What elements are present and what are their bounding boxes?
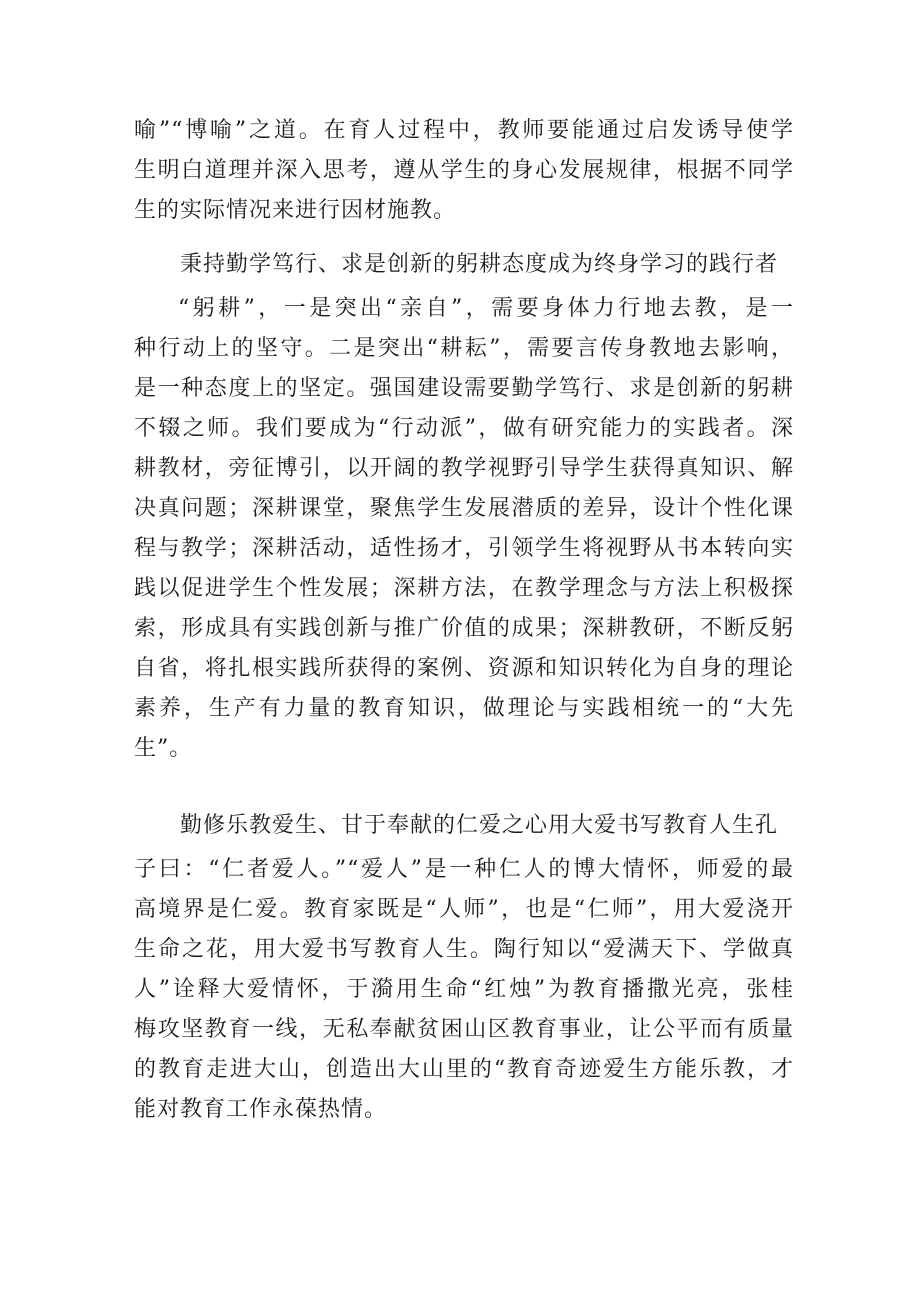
text-line: 生命之花，用大爱书写教育人生。陶行知以“爱满天下、学做真 [134,937,794,962]
text-line: 生”。 [134,736,193,761]
body-text [134,806,794,846]
text-line: 程与教学；深耕活动，适性扬才，引领学生将视野从书本转向实 [134,536,794,561]
text-line: 生的实际情况来进行因材施教。 [134,198,457,223]
text-line: 生明白道理并深入思考，遵从学生的身心发展规律，根据不同学 [134,158,794,183]
text-line: 子曰：“仁者爱人。”“爱人”是一种仁人的博大情怀，师爱的最 [134,857,794,882]
section-heading: 勤修乐教爱生、甘于奉献的仁爱之心用大爱书写教育人生孔 [180,813,779,838]
section-heading: 秉持勤学笃行、求是创新的躬耕态度成为终身学习的践行者 [180,252,779,277]
text-line: 素养，生产有力量的教育知识，做理论与实践相统一的“大先 [134,696,794,721]
text-line: 践以促进学生个性发展；深耕方法，在教学理念与方法上积极探 [134,576,794,601]
text-line: 人”诠释大爱情怀，于漪用生命“红烛”为教育播撒光亮，张桂 [134,977,794,1002]
text-line: 不辍之师。我们要成为“行动派”，做有研究能力的实践者。深 [134,416,794,441]
body-text [134,245,794,285]
body-text [134,850,794,1130]
text-line: 种行动上的坚守。二是突出“耕耘”，需要言传身教地去影响， [134,336,794,361]
text-line: 梅攻坚教育一线，无私奉献贫困山区教育事业，让公平而有质量 [134,1017,794,1042]
text-line: 能对教育工作永葆热情。 [134,1097,388,1122]
text-line: 自省，将扎根实践所获得的案例、资源和知识转化为自身的理论 [134,656,794,681]
text-line: 喻”“博喻”之道。在育人过程中，教师要能通过启发诱导使学 [134,118,794,143]
text-line: “躬耕”，一是突出“亲自”，需要身体力行地去教，是一 [178,296,794,321]
text-line: 的教育走进大山，创造出大山里的“教育奇迹爱生方能乐教，才 [134,1057,794,1082]
text-line: 耕教材，旁征博引，以开阔的教学视野引导学生获得真知识、解 [134,456,794,481]
text-line: 索，形成具有实践创新与推广价值的成果；深耕教研，不断反躬 [134,616,794,641]
text-line: 高境界是仁爱。教育家既是“人师”，也是“仁师”，用大爱浇开 [134,897,794,922]
body-text [134,289,794,769]
body-text [134,111,794,231]
text-line: 是一种态度上的坚定。强国建设需要勤学笃行、求是创新的躬耕 [134,376,794,401]
text-line: 决真问题；深耕课堂，聚焦学生发展潜质的差异，设计个性化课 [134,496,794,521]
